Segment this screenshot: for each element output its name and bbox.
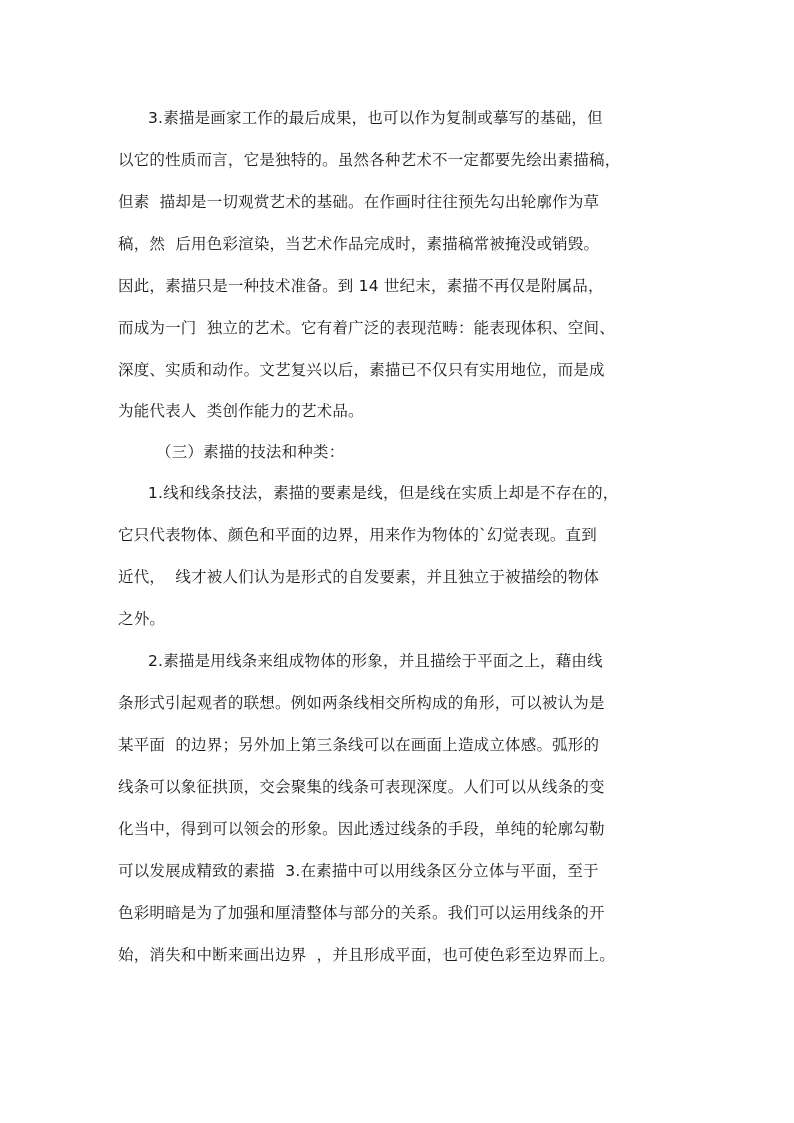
text-line: 但素 描却是一切观赏艺术的基础。在作画时往往预先勾出轮廓作为草	[118, 193, 600, 211]
text-line: 近代， 线才被人们认为是形式的自发要素，并且独立于被描绘的物体	[118, 568, 600, 586]
text-line: 稿，然 后用色彩渲染，当艺术作品完成时，素描稿常被掩没或销毁。	[118, 235, 600, 253]
text-line: 某平面 的边界；另外加上第三条线可以在画面上造成立体感。弧形的	[118, 736, 600, 754]
text-line: 2.素描是用线条来组成物体的形象，并且描绘于平面之上，藉由线	[148, 652, 603, 670]
section-heading: （三）素描的技法和种类：	[156, 443, 345, 461]
text-line: 条形式引起观者的联想。例如两条线相交所构成的角形，可以被认为是	[118, 694, 605, 712]
text-line: 色彩明暗是为了加强和厘清整体与部分的关系。我们可以运用线条的开	[118, 904, 605, 922]
text-line: 可以发展成精致的素描 3.在素描中可以用线条区分立体与平面，至于	[118, 862, 599, 880]
text-line: 之外。	[118, 610, 166, 628]
text-line: 化当中，得到可以领会的形象。因此透过线条的手段，单纯的轮廓勾勒	[118, 820, 605, 838]
text-line: 而成为一门 独立的艺术。它有着广泛的表现范畴：能表现体积、空间、	[118, 319, 615, 337]
text-line: 为能代表人 类创作能力的艺术品。	[118, 402, 364, 420]
text-line: 以它的性质而言，它是独特的。虽然各种艺术不一定都要先绘出素描稿，	[118, 151, 621, 169]
text-line: 它只代表物体、颜色和平面的边界，用来作为物体的`幻觉表现。直到	[118, 526, 597, 544]
text-line: 深度、实质和动作。文艺复兴以后，素描已不仅只有实用地位，而是成	[118, 361, 605, 379]
text-line: 因此，素描只是一种技术准备。到 14 世纪末，素描不再仅是附属品，	[118, 277, 604, 295]
text-line: 线条可以象征拱顶，交会聚集的线条可表现深度。人们可以从线条的变	[118, 778, 605, 796]
text-line: 1.线和线条技法，素描的要素是线，但是线在实质上却是不存在的，	[148, 484, 619, 502]
text-line: 3.素描是画家工作的最后成果，也可以作为复制或摹写的基础，但	[148, 109, 603, 127]
text-line: 始，消失和中断来画出边界 ，并且形成平面，也可使色彩至边界而上。	[118, 946, 615, 964]
